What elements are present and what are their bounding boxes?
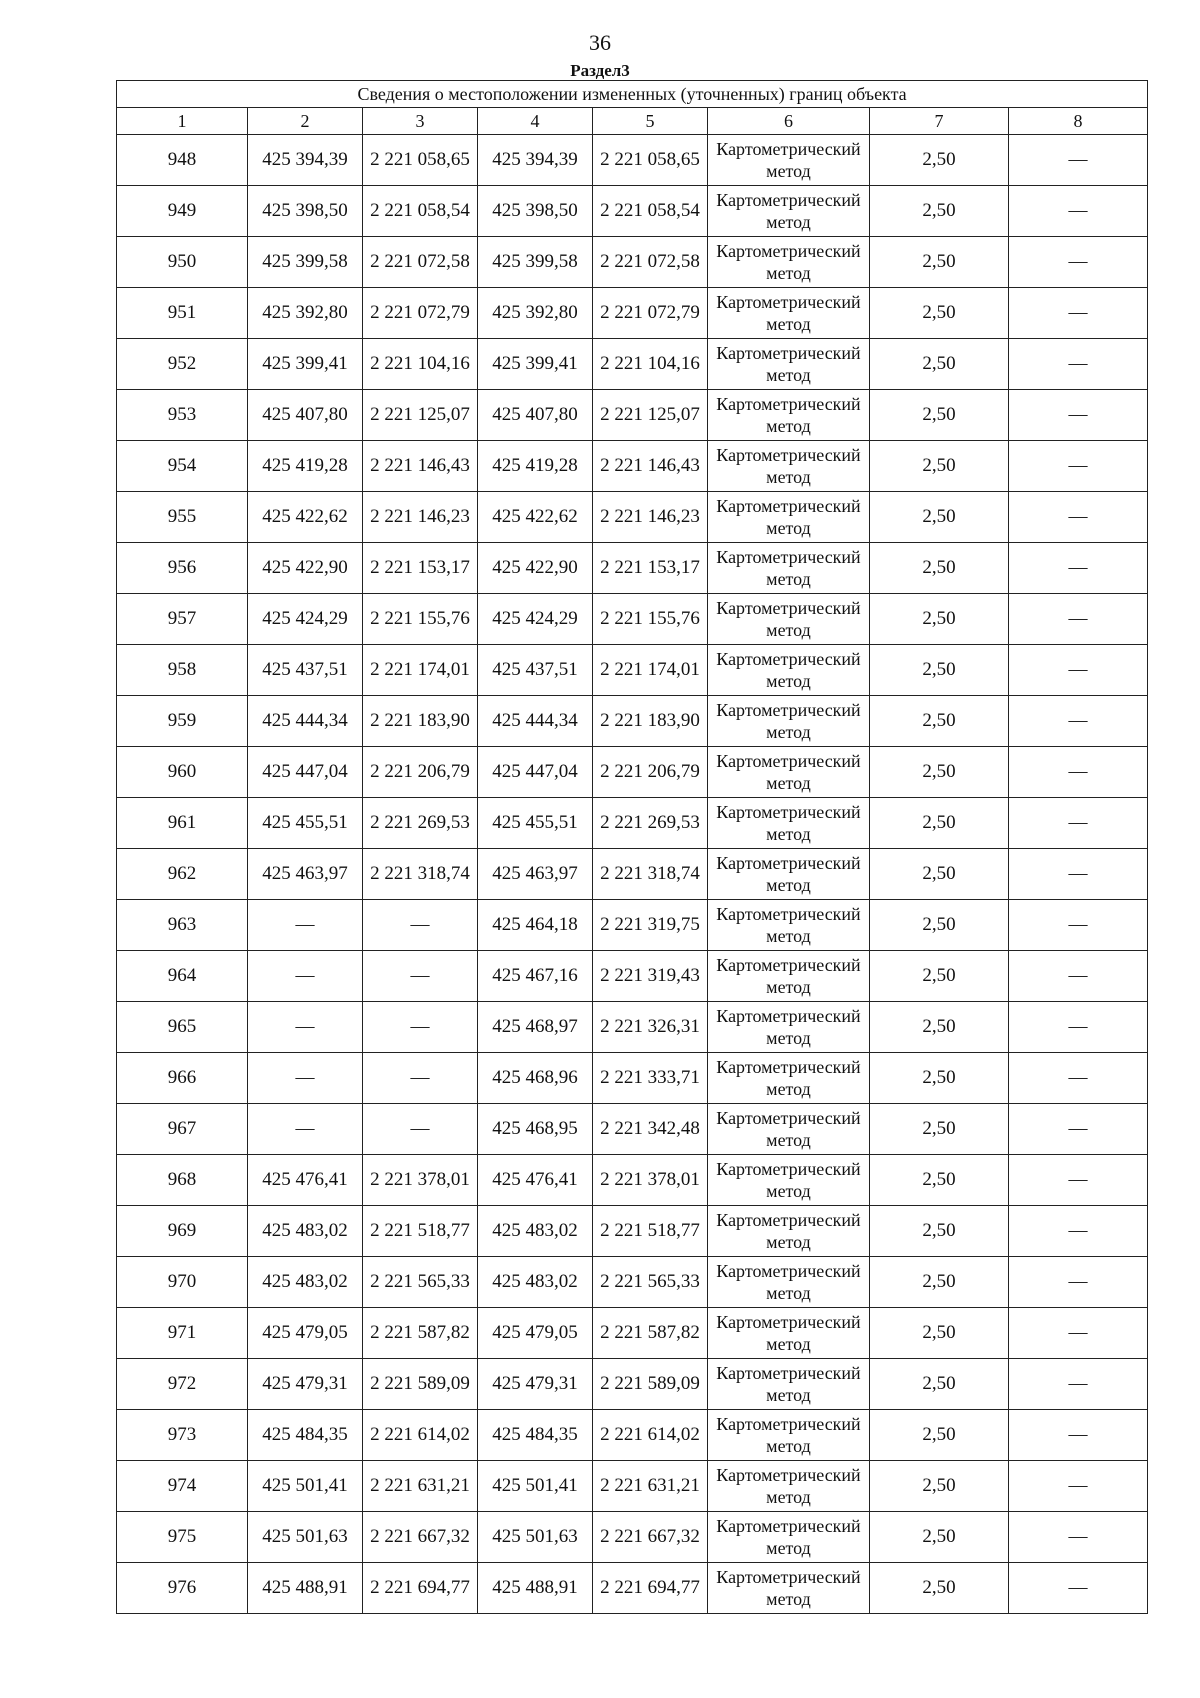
cell-method: Картометрический метод <box>708 1104 870 1155</box>
cell-note: — <box>1009 339 1148 390</box>
cell-new-x: 425 468,96 <box>478 1053 593 1104</box>
cell-method: Картометрический метод <box>708 1410 870 1461</box>
cell-note: — <box>1009 747 1148 798</box>
cell-old-y: 2 221 206,79 <box>363 747 478 798</box>
cell-old-y: 2 221 155,76 <box>363 594 478 645</box>
cell-point-number: 954 <box>117 441 248 492</box>
cell-method: Картометрический метод <box>708 1002 870 1053</box>
cell-old-y: 2 221 125,07 <box>363 390 478 441</box>
cell-note: — <box>1009 492 1148 543</box>
cell-old-y: 2 221 072,79 <box>363 288 478 339</box>
cell-old-x: 425 488,91 <box>248 1563 363 1614</box>
cell-point-number: 968 <box>117 1155 248 1206</box>
cell-new-y: 2 221 058,65 <box>593 135 708 186</box>
cell-method: Картометрический метод <box>708 1512 870 1563</box>
cell-note: — <box>1009 1308 1148 1359</box>
cell-new-y: 2 221 667,32 <box>593 1512 708 1563</box>
table-row <box>117 594 1148 645</box>
cell-method: Картометрический метод <box>708 1257 870 1308</box>
cell-new-x: 425 419,28 <box>478 441 593 492</box>
cell-new-y: 2 221 269,53 <box>593 798 708 849</box>
table-row <box>117 543 1148 594</box>
cell-note: — <box>1009 1257 1148 1308</box>
cell-accuracy: 2,50 <box>870 849 1009 900</box>
cell-method: Картометрический метод <box>708 798 870 849</box>
table-row <box>117 492 1148 543</box>
cell-method: Картометрический метод <box>708 390 870 441</box>
cell-method: Картометрический метод <box>708 1461 870 1512</box>
table-row <box>117 288 1148 339</box>
cell-point-number: 953 <box>117 390 248 441</box>
cell-new-y: 2 221 104,16 <box>593 339 708 390</box>
cell-point-number: 971 <box>117 1308 248 1359</box>
cell-accuracy: 2,50 <box>870 951 1009 1002</box>
column-number-2: 2 <box>248 108 363 135</box>
cell-new-x: 425 422,62 <box>478 492 593 543</box>
table-caption: Сведения о местоположении измененных (уточненных) границ объекта <box>117 81 1148 108</box>
cell-point-number: 957 <box>117 594 248 645</box>
column-number-4: 4 <box>478 108 593 135</box>
cell-new-y: 2 221 206,79 <box>593 747 708 798</box>
cell-old-x: 425 437,51 <box>248 645 363 696</box>
cell-new-x: 425 476,41 <box>478 1155 593 1206</box>
cell-new-x: 425 468,97 <box>478 1002 593 1053</box>
cell-old-y: 2 221 104,16 <box>363 339 478 390</box>
cell-old-y: 2 221 318,74 <box>363 849 478 900</box>
table-row <box>117 798 1148 849</box>
cell-accuracy: 2,50 <box>870 1410 1009 1461</box>
cell-new-y: 2 221 146,43 <box>593 441 708 492</box>
cell-method: Картометрический метод <box>708 594 870 645</box>
cell-old-x: 425 398,50 <box>248 186 363 237</box>
cell-note: — <box>1009 390 1148 441</box>
cell-old-y: — <box>363 1104 478 1155</box>
cell-point-number: 964 <box>117 951 248 1002</box>
cell-accuracy: 2,50 <box>870 1359 1009 1410</box>
cell-method: Картометрический метод <box>708 849 870 900</box>
cell-new-y: 2 221 072,79 <box>593 288 708 339</box>
table-row <box>117 900 1148 951</box>
cell-note: — <box>1009 1359 1148 1410</box>
cell-note: — <box>1009 1104 1148 1155</box>
cell-old-y: — <box>363 900 478 951</box>
table-row <box>117 1563 1148 1614</box>
cell-method: Картометрический метод <box>708 1053 870 1104</box>
cell-method: Картометрический метод <box>708 339 870 390</box>
cell-new-x: 425 398,50 <box>478 186 593 237</box>
cell-old-x: 425 479,05 <box>248 1308 363 1359</box>
cell-point-number: 960 <box>117 747 248 798</box>
cell-old-x: 425 501,41 <box>248 1461 363 1512</box>
cell-method: Картометрический метод <box>708 1359 870 1410</box>
cell-point-number: 966 <box>117 1053 248 1104</box>
cell-note: — <box>1009 645 1148 696</box>
cell-old-x: 425 394,39 <box>248 135 363 186</box>
cell-old-x: 425 392,80 <box>248 288 363 339</box>
table-row <box>117 1512 1148 1563</box>
cell-old-x: 425 455,51 <box>248 798 363 849</box>
cell-new-x: 425 468,95 <box>478 1104 593 1155</box>
cell-new-x: 425 479,31 <box>478 1359 593 1410</box>
cell-old-y: 2 221 153,17 <box>363 543 478 594</box>
cell-method: Картометрический метод <box>708 186 870 237</box>
cell-new-x: 425 394,39 <box>478 135 593 186</box>
cell-old-y: 2 221 183,90 <box>363 696 478 747</box>
cell-note: — <box>1009 186 1148 237</box>
cell-point-number: 975 <box>117 1512 248 1563</box>
cell-new-y: 2 221 125,07 <box>593 390 708 441</box>
cell-new-x: 425 407,80 <box>478 390 593 441</box>
cell-new-x: 425 422,90 <box>478 543 593 594</box>
table-row <box>117 390 1148 441</box>
cell-new-x: 425 488,91 <box>478 1563 593 1614</box>
cell-accuracy: 2,50 <box>870 1002 1009 1053</box>
cell-new-x: 425 467,16 <box>478 951 593 1002</box>
column-number-7: 7 <box>870 108 1009 135</box>
cell-old-x: 425 447,04 <box>248 747 363 798</box>
cell-old-y: 2 221 058,54 <box>363 186 478 237</box>
cell-point-number: 965 <box>117 1002 248 1053</box>
table-row <box>117 1104 1148 1155</box>
cell-old-y: 2 221 146,43 <box>363 441 478 492</box>
cell-point-number: 974 <box>117 1461 248 1512</box>
cell-note: — <box>1009 1002 1148 1053</box>
table-row <box>117 1002 1148 1053</box>
table-row <box>117 951 1148 1002</box>
cell-old-x: 425 501,63 <box>248 1512 363 1563</box>
table-row <box>117 237 1148 288</box>
cell-point-number: 959 <box>117 696 248 747</box>
cell-new-y: 2 221 058,54 <box>593 186 708 237</box>
cell-method: Картометрический метод <box>708 1563 870 1614</box>
cell-old-x: — <box>248 900 363 951</box>
column-number-1: 1 <box>117 108 248 135</box>
cell-new-y: 2 221 153,17 <box>593 543 708 594</box>
cell-method: Картометрический метод <box>708 441 870 492</box>
cell-accuracy: 2,50 <box>870 543 1009 594</box>
cell-point-number: 961 <box>117 798 248 849</box>
table-row <box>117 135 1148 186</box>
cell-old-y: — <box>363 1002 478 1053</box>
cell-accuracy: 2,50 <box>870 441 1009 492</box>
cell-old-x: 425 399,41 <box>248 339 363 390</box>
cell-new-y: 2 221 378,01 <box>593 1155 708 1206</box>
cell-method: Картометрический метод <box>708 288 870 339</box>
cell-new-y: 2 221 183,90 <box>593 696 708 747</box>
table-row <box>117 747 1148 798</box>
cell-new-y: 2 221 155,76 <box>593 594 708 645</box>
cell-point-number: 948 <box>117 135 248 186</box>
cell-new-y: 2 221 072,58 <box>593 237 708 288</box>
cell-old-x: — <box>248 951 363 1002</box>
cell-old-x: 425 476,41 <box>248 1155 363 1206</box>
cell-old-x: 425 422,62 <box>248 492 363 543</box>
cell-accuracy: 2,50 <box>870 237 1009 288</box>
cell-note: — <box>1009 1053 1148 1104</box>
cell-old-y: 2 221 614,02 <box>363 1410 478 1461</box>
cell-note: — <box>1009 1512 1148 1563</box>
cell-note: — <box>1009 1155 1148 1206</box>
cell-old-y: — <box>363 951 478 1002</box>
cell-note: — <box>1009 849 1148 900</box>
cell-note: — <box>1009 798 1148 849</box>
cell-new-x: 425 399,58 <box>478 237 593 288</box>
cell-accuracy: 2,50 <box>870 1563 1009 1614</box>
cell-point-number: 949 <box>117 186 248 237</box>
cell-point-number: 970 <box>117 1257 248 1308</box>
cell-note: — <box>1009 1206 1148 1257</box>
cell-note: — <box>1009 594 1148 645</box>
cell-accuracy: 2,50 <box>870 288 1009 339</box>
cell-new-y: 2 221 589,09 <box>593 1359 708 1410</box>
column-number-8: 8 <box>1009 108 1148 135</box>
cell-method: Картометрический метод <box>708 237 870 288</box>
cell-accuracy: 2,50 <box>870 1257 1009 1308</box>
cell-note: — <box>1009 543 1148 594</box>
cell-point-number: 963 <box>117 900 248 951</box>
cell-note: — <box>1009 237 1148 288</box>
cell-accuracy: 2,50 <box>870 1461 1009 1512</box>
cell-new-x: 425 483,02 <box>478 1206 593 1257</box>
cell-new-y: 2 221 333,71 <box>593 1053 708 1104</box>
section-title: Раздел3 <box>570 61 630 80</box>
cell-old-y: 2 221 146,23 <box>363 492 478 543</box>
cell-point-number: 952 <box>117 339 248 390</box>
cell-note: — <box>1009 441 1148 492</box>
cell-old-y: 2 221 589,09 <box>363 1359 478 1410</box>
cell-new-x: 425 501,41 <box>478 1461 593 1512</box>
cell-point-number: 962 <box>117 849 248 900</box>
cell-method: Картометрический метод <box>708 900 870 951</box>
cell-old-x: 425 422,90 <box>248 543 363 594</box>
cell-accuracy: 2,50 <box>870 594 1009 645</box>
cell-old-x: 425 424,29 <box>248 594 363 645</box>
cell-old-y: — <box>363 1053 478 1104</box>
cell-old-x: 425 419,28 <box>248 441 363 492</box>
cell-new-y: 2 221 319,43 <box>593 951 708 1002</box>
cell-old-y: 2 221 518,77 <box>363 1206 478 1257</box>
cell-new-y: 2 221 614,02 <box>593 1410 708 1461</box>
table-row <box>117 1410 1148 1461</box>
cell-new-x: 425 424,29 <box>478 594 593 645</box>
cell-new-y: 2 221 318,74 <box>593 849 708 900</box>
cell-point-number: 976 <box>117 1563 248 1614</box>
cell-old-y: 2 221 072,58 <box>363 237 478 288</box>
cell-method: Картометрический метод <box>708 696 870 747</box>
cell-new-x: 425 464,18 <box>478 900 593 951</box>
cell-accuracy: 2,50 <box>870 1512 1009 1563</box>
cell-new-y: 2 221 694,77 <box>593 1563 708 1614</box>
cell-accuracy: 2,50 <box>870 1155 1009 1206</box>
cell-new-y: 2 221 319,75 <box>593 900 708 951</box>
cell-new-y: 2 221 326,31 <box>593 1002 708 1053</box>
cell-old-y: 2 221 174,01 <box>363 645 478 696</box>
column-number-6: 6 <box>708 108 870 135</box>
cell-accuracy: 2,50 <box>870 1053 1009 1104</box>
cell-old-y: 2 221 565,33 <box>363 1257 478 1308</box>
cell-new-x: 425 444,34 <box>478 696 593 747</box>
cell-method: Картометрический метод <box>708 1155 870 1206</box>
cell-old-x: 425 483,02 <box>248 1206 363 1257</box>
table-row <box>117 1206 1148 1257</box>
table-row <box>117 1155 1148 1206</box>
cell-old-x: 425 484,35 <box>248 1410 363 1461</box>
cell-old-x: 425 407,80 <box>248 390 363 441</box>
cell-new-y: 2 221 587,82 <box>593 1308 708 1359</box>
cell-point-number: 969 <box>117 1206 248 1257</box>
column-number-5: 5 <box>593 108 708 135</box>
cell-new-x: 425 455,51 <box>478 798 593 849</box>
cell-new-x: 425 399,41 <box>478 339 593 390</box>
cell-method: Картометрический метод <box>708 492 870 543</box>
cell-method: Картометрический метод <box>708 135 870 186</box>
cell-old-x: 425 444,34 <box>248 696 363 747</box>
cell-accuracy: 2,50 <box>870 135 1009 186</box>
cell-new-y: 2 221 174,01 <box>593 645 708 696</box>
cell-new-x: 425 463,97 <box>478 849 593 900</box>
cell-note: — <box>1009 900 1148 951</box>
cell-note: — <box>1009 1563 1148 1614</box>
cell-accuracy: 2,50 <box>870 798 1009 849</box>
cell-point-number: 973 <box>117 1410 248 1461</box>
cell-new-x: 425 483,02 <box>478 1257 593 1308</box>
table-row <box>117 339 1148 390</box>
cell-new-x: 425 501,63 <box>478 1512 593 1563</box>
cell-accuracy: 2,50 <box>870 900 1009 951</box>
cell-new-y: 2 221 565,33 <box>593 1257 708 1308</box>
cell-note: — <box>1009 135 1148 186</box>
cell-new-x: 425 484,35 <box>478 1410 593 1461</box>
cell-new-y: 2 221 518,77 <box>593 1206 708 1257</box>
cell-note: — <box>1009 1461 1148 1512</box>
cell-method: Картометрический метод <box>708 1206 870 1257</box>
cell-old-y: 2 221 694,77 <box>363 1563 478 1614</box>
table-row <box>117 441 1148 492</box>
cell-old-y: 2 221 587,82 <box>363 1308 478 1359</box>
table-body <box>117 135 1148 1614</box>
cell-old-x: 425 479,31 <box>248 1359 363 1410</box>
table-row <box>117 1308 1148 1359</box>
cell-new-x: 425 479,05 <box>478 1308 593 1359</box>
table-row <box>117 849 1148 900</box>
cell-accuracy: 2,50 <box>870 492 1009 543</box>
cell-new-x: 425 437,51 <box>478 645 593 696</box>
table-row <box>117 645 1148 696</box>
cell-point-number: 972 <box>117 1359 248 1410</box>
table-row <box>117 1461 1148 1512</box>
cell-old-y: 2 221 667,32 <box>363 1512 478 1563</box>
cell-accuracy: 2,50 <box>870 645 1009 696</box>
cell-new-x: 425 447,04 <box>478 747 593 798</box>
cell-accuracy: 2,50 <box>870 186 1009 237</box>
cell-method: Картометрический метод <box>708 543 870 594</box>
cell-old-x: 425 483,02 <box>248 1257 363 1308</box>
cell-accuracy: 2,50 <box>870 339 1009 390</box>
page-number: 36 <box>589 30 611 55</box>
cell-new-y: 2 221 631,21 <box>593 1461 708 1512</box>
cell-point-number: 955 <box>117 492 248 543</box>
cell-point-number: 956 <box>117 543 248 594</box>
cell-old-x: 425 463,97 <box>248 849 363 900</box>
table-row <box>117 1257 1148 1308</box>
cell-note: — <box>1009 288 1148 339</box>
cell-note: — <box>1009 951 1148 1002</box>
cell-new-x: 425 392,80 <box>478 288 593 339</box>
cell-new-y: 2 221 342,48 <box>593 1104 708 1155</box>
cell-accuracy: 2,50 <box>870 390 1009 441</box>
cell-point-number: 958 <box>117 645 248 696</box>
cell-old-y: 2 221 269,53 <box>363 798 478 849</box>
column-number-row <box>117 108 1148 135</box>
boundary-coordinates-table <box>116 80 1148 1614</box>
cell-method: Картометрический метод <box>708 1308 870 1359</box>
table-row <box>117 1359 1148 1410</box>
cell-note: — <box>1009 696 1148 747</box>
cell-old-y: 2 221 058,65 <box>363 135 478 186</box>
table-row <box>117 1053 1148 1104</box>
cell-accuracy: 2,50 <box>870 1308 1009 1359</box>
cell-accuracy: 2,50 <box>870 747 1009 798</box>
cell-method: Картометрический метод <box>708 951 870 1002</box>
table-row <box>117 186 1148 237</box>
cell-note: — <box>1009 1410 1148 1461</box>
cell-point-number: 967 <box>117 1104 248 1155</box>
table-row <box>117 696 1148 747</box>
cell-old-x: — <box>248 1002 363 1053</box>
cell-old-x: — <box>248 1104 363 1155</box>
cell-method: Картометрический метод <box>708 645 870 696</box>
cell-method: Картометрический метод <box>708 747 870 798</box>
cell-accuracy: 2,50 <box>870 696 1009 747</box>
cell-old-x: 425 399,58 <box>248 237 363 288</box>
column-number-3: 3 <box>363 108 478 135</box>
cell-old-y: 2 221 631,21 <box>363 1461 478 1512</box>
cell-point-number: 951 <box>117 288 248 339</box>
cell-new-y: 2 221 146,23 <box>593 492 708 543</box>
cell-point-number: 950 <box>117 237 248 288</box>
cell-accuracy: 2,50 <box>870 1206 1009 1257</box>
cell-old-x: — <box>248 1053 363 1104</box>
cell-accuracy: 2,50 <box>870 1104 1009 1155</box>
cell-old-y: 2 221 378,01 <box>363 1155 478 1206</box>
